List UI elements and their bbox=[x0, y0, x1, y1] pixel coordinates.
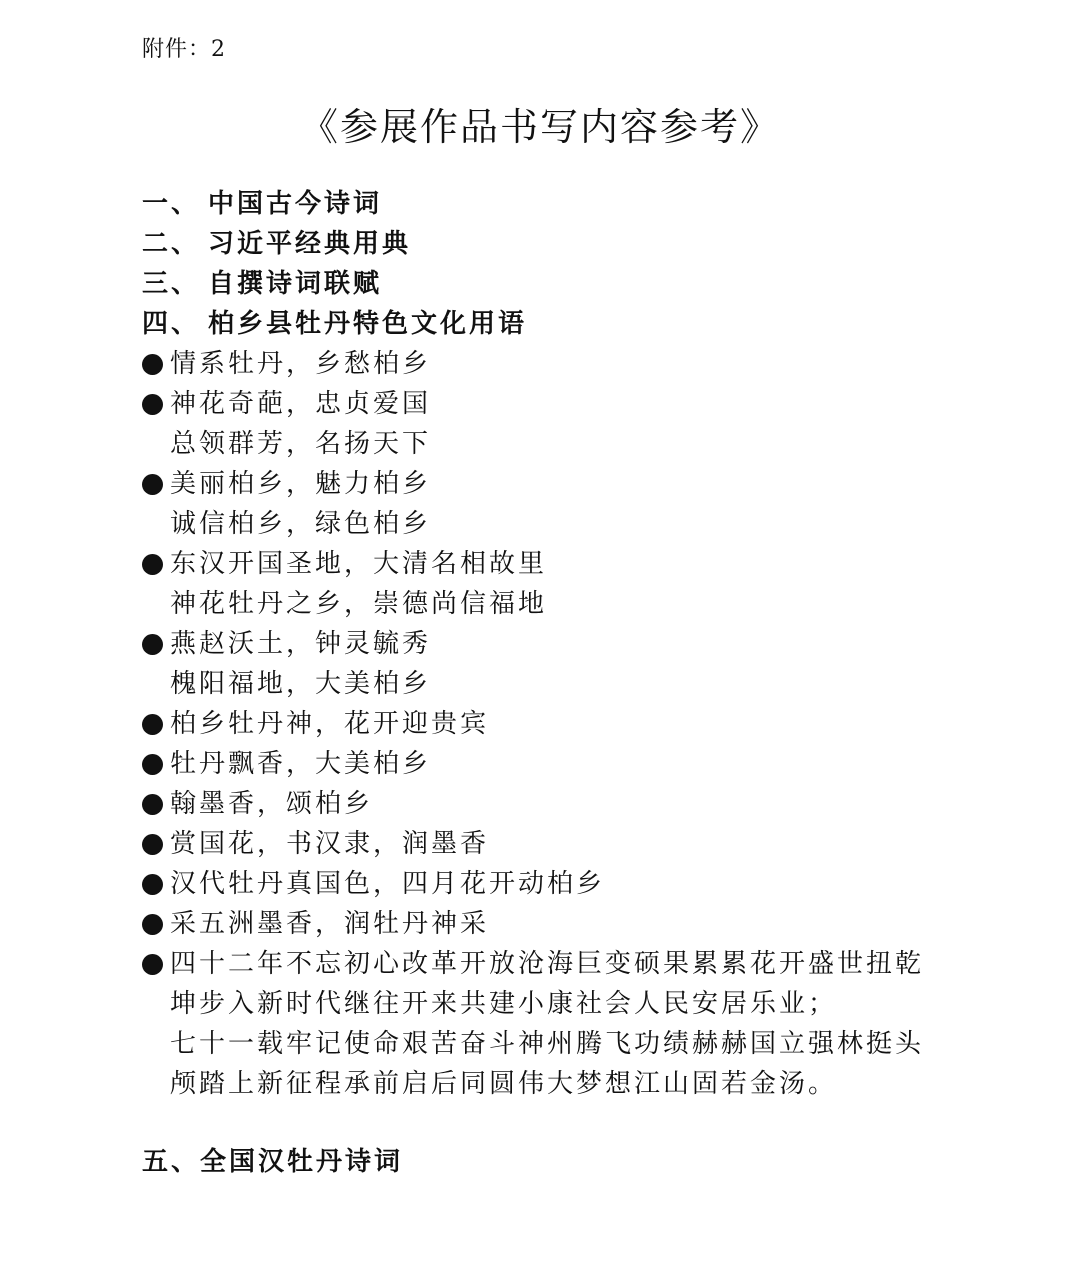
slogan-line: 神花奇葩，忠贞爱国 bbox=[170, 389, 432, 419]
section-list bbox=[142, 184, 962, 344]
section-heading-3 bbox=[142, 264, 962, 304]
section-label: 习近平经典用典 bbox=[208, 229, 412, 259]
list-item bbox=[142, 704, 942, 744]
slogan-line: 燕赵沃土，钟灵毓秀 bbox=[170, 629, 432, 659]
document-title: 《参展作品书写内容参考》 bbox=[299, 105, 780, 149]
slogan-line: 牡丹飘香，大美柏乡 bbox=[170, 749, 432, 779]
section-number: 四、 bbox=[142, 309, 201, 339]
attachment-label: 附件：2 bbox=[142, 37, 226, 62]
slogan-line: 汉代牡丹真国色，四月花开动柏乡 bbox=[170, 869, 606, 899]
bullet-icon bbox=[142, 474, 163, 495]
list-item bbox=[142, 544, 942, 624]
slogan-line: 坤步入新时代继往开来共建小康社会人民安居乐业； bbox=[170, 989, 838, 1019]
section-heading-4 bbox=[142, 304, 962, 344]
slogan-line: 七十一载牢记使命艰苦奋斗神州腾飞功绩赫赫国立强林挺头 bbox=[170, 1029, 925, 1059]
section-heading-5: 五、全国汉牡丹诗词 bbox=[142, 1147, 404, 1177]
bullet-icon bbox=[142, 754, 163, 775]
section-label: 柏乡县牡丹特色文化用语 bbox=[208, 309, 528, 339]
list-item bbox=[142, 904, 942, 944]
slogan-line: 情系牡丹，乡愁柏乡 bbox=[170, 349, 432, 379]
slogan-line: 柏乡牡丹神，花开迎贵宾 bbox=[170, 709, 490, 739]
section-label: 自撰诗词联赋 bbox=[208, 269, 383, 299]
bullet-icon bbox=[142, 354, 163, 375]
slogan-line: 采五洲墨香，润牡丹神采 bbox=[170, 909, 490, 939]
section-heading-2 bbox=[142, 224, 962, 264]
bullet-icon bbox=[142, 714, 163, 735]
list-item bbox=[142, 624, 942, 704]
slogan-line: 诚信柏乡，绿色柏乡 bbox=[170, 509, 432, 539]
list-item bbox=[142, 824, 942, 864]
bullet-icon bbox=[142, 394, 163, 415]
slogan-line: 四十二年不忘初心改革开放沧海巨变硕果累累花开盛世扭乾 bbox=[170, 949, 925, 979]
list-item bbox=[142, 464, 942, 544]
section-number: 二、 bbox=[142, 229, 201, 259]
bullet-icon bbox=[142, 834, 163, 855]
list-item bbox=[142, 344, 942, 384]
slogan-line: 美丽柏乡，魅力柏乡 bbox=[170, 469, 432, 499]
bullet-icon bbox=[142, 874, 163, 895]
bullet-icon bbox=[142, 634, 163, 655]
bullet-icon bbox=[142, 794, 163, 815]
list-item bbox=[142, 944, 942, 1104]
bullet-icon bbox=[142, 914, 163, 935]
list-item bbox=[142, 384, 942, 464]
slogan-line: 槐阳福地，大美柏乡 bbox=[170, 669, 432, 699]
section-label: 中国古今诗词 bbox=[208, 189, 383, 219]
slogan-line: 翰墨香，颂柏乡 bbox=[170, 789, 374, 819]
slogan-line: 颅踏上新征程承前启后同圆伟大梦想江山固若金汤。 bbox=[170, 1069, 838, 1099]
section-heading-1 bbox=[142, 184, 962, 224]
slogan-line: 赏国花，书汉隶，润墨香 bbox=[170, 829, 490, 859]
slogan-line: 神花牡丹之乡，崇德尚信福地 bbox=[170, 589, 548, 619]
bullet-icon bbox=[142, 954, 163, 975]
section-number: 三、 bbox=[142, 269, 201, 299]
section-number: 一、 bbox=[142, 189, 201, 219]
list-item bbox=[142, 784, 942, 824]
list-item bbox=[142, 744, 942, 784]
slogan-line: 总领群芳，名扬天下 bbox=[170, 429, 432, 459]
slogan-line: 东汉开国圣地，大清名相故里 bbox=[170, 549, 548, 579]
bullet-icon bbox=[142, 554, 163, 575]
slogan-list bbox=[142, 344, 942, 1104]
list-item bbox=[142, 864, 942, 904]
